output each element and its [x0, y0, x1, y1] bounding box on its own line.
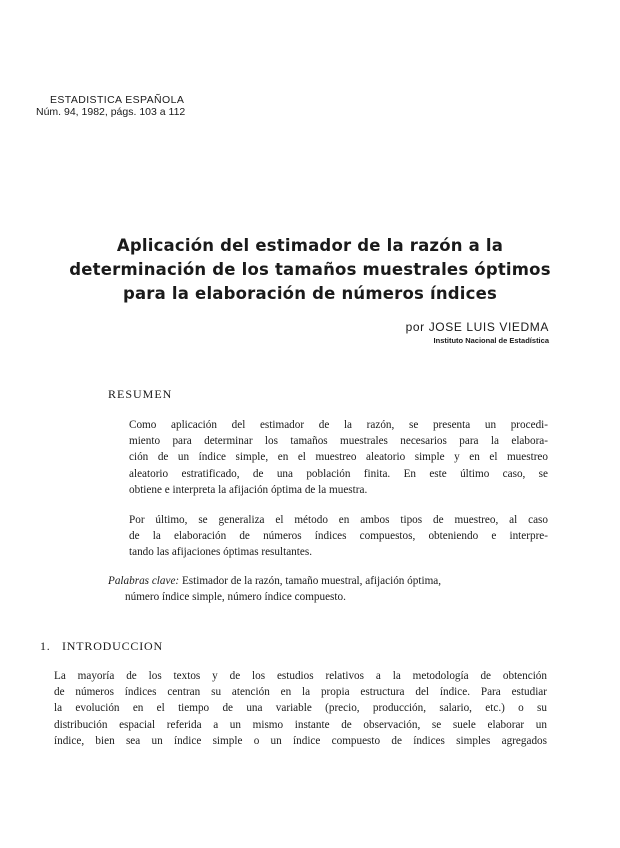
- author-affiliation: Instituto Nacional de Estadística: [433, 336, 549, 345]
- abstract-heading: RESUMEN: [108, 387, 173, 401]
- section-heading: [40, 639, 163, 654]
- intro-line: la evolución en el tiempo de una variable (precio, producción, salario, etc.) o su: [54, 702, 547, 715]
- paper-title: [20, 234, 600, 306]
- intro-line: de números índices centran su atención en la propia estructura del índice. Para estudiar: [54, 686, 547, 699]
- journal-issue: Núm. 94, 1982, págs. 103 a 112: [36, 106, 186, 118]
- section-number: 1.: [40, 639, 51, 653]
- intro-line: distribución espacial referida a un mismo instante de observación, se suele elaborar un: [54, 718, 547, 731]
- author-byline: por JOSE LUIS VIEDMA: [405, 320, 549, 334]
- keywords-line-2: número índice simple, número índice compuesto.: [125, 591, 346, 604]
- journal-name: ESTADISTICA ESPAÑOLA: [50, 94, 185, 106]
- title-line-1: Aplicación del estimador de la razón a la: [116, 236, 504, 255]
- author-block: [406, 320, 549, 346]
- abstract-paragraph-2: [108, 512, 548, 561]
- title-line-3: para la elaboración de números índices: [122, 284, 498, 303]
- journal-header: [36, 94, 185, 118]
- intro-line: índice, bien sea un índice simple o un índice compuesto de índices simples agregados: [54, 734, 547, 747]
- abstract-paragraph-1: [108, 417, 548, 498]
- keywords-line-1: Estimador de la razón, tamaño muestral, afijación óptima,: [181, 575, 442, 587]
- abstract-p2-line: tando las afijaciones óptimas resultantes.: [129, 546, 312, 559]
- abstract-p1-line: obtiene e interpreta la afijación óptima de la muestra.: [129, 483, 368, 496]
- abstract-p1-line: ción de un índice simple, en el muestreo aleatorio simple y en el muestreo: [129, 451, 548, 464]
- abstract-p1-line: miento para determinar los tamaños muestrales necesarios para la elabora-: [129, 435, 548, 448]
- abstract-p1-line: aleatorio estratificado, de una población finita. En este último caso, se: [129, 467, 548, 480]
- intro-paragraph: [33, 668, 547, 749]
- abstract-p1-line: Como aplicación del estimador de la razón, se presenta un procedi-: [129, 419, 548, 431]
- title-line-2: determinación de los tamaños muestrales óptimos: [69, 260, 551, 279]
- keywords-label: Palabras clave:: [108, 575, 180, 587]
- section-title: INTRODUCCION: [62, 639, 163, 653]
- abstract-p2-line: Por último, se generaliza el método en ambos tipos de muestreo, al caso: [129, 514, 548, 526]
- abstract-p2-line: de la elaboración de números índices compuestos, obteniendo e interpre-: [129, 530, 548, 543]
- keywords: [108, 573, 548, 605]
- intro-line: La mayoría de los textos y de los estudios relativos a la metodología de obtención: [54, 670, 547, 682]
